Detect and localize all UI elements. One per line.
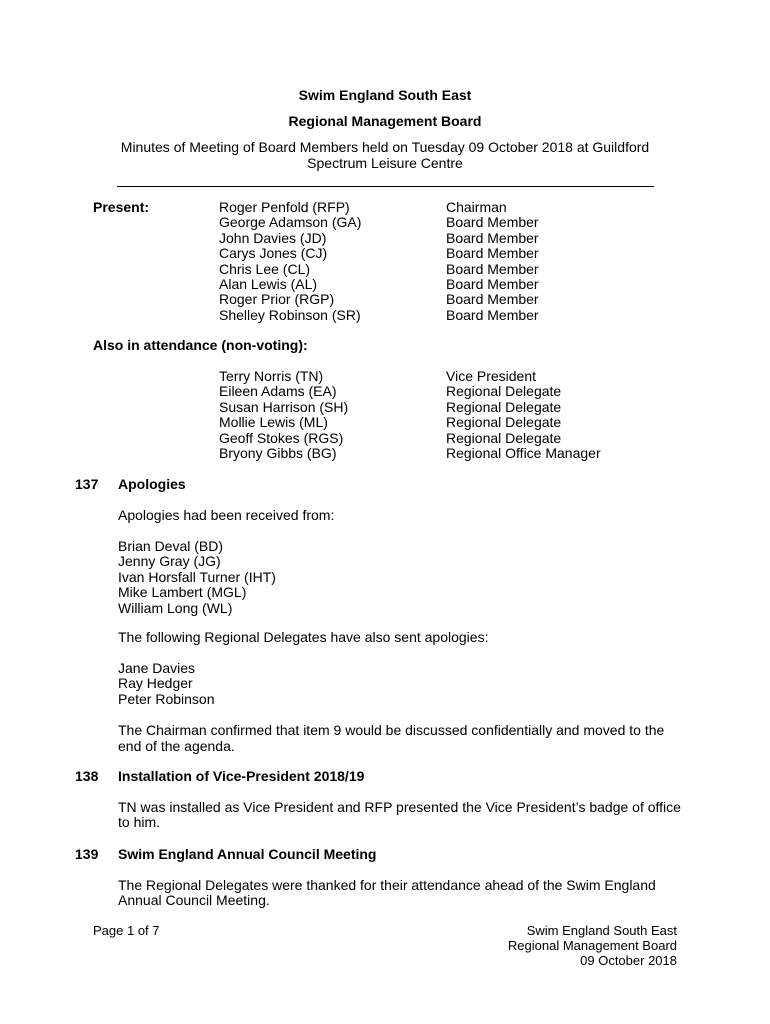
vice-president-text-line1: TN was installed as Vice President and RFP presented the Vice President’s badge of office: [118, 799, 681, 815]
present-label: Present:: [93, 199, 150, 215]
annual-council-text-line1: The Regional Delegates were thanked for their attendance ahead of the Swim England: [118, 877, 656, 893]
footer-page-number: Page 1 of 7: [93, 923, 160, 938]
present-member-name: George Adamson (GA): [219, 214, 362, 231]
present-member-role: Chairman: [446, 199, 507, 215]
document-subtitle-line2: Spectrum Leisure Centre: [307, 155, 463, 171]
attendance-member-name: Susan Harrison (SH): [219, 398, 349, 415]
present-member-name: John Davies (JD): [219, 229, 327, 246]
item-number-138: 138: [75, 768, 99, 784]
footer-date: 09 October 2018: [580, 953, 677, 968]
present-member-role: Board Member: [446, 260, 539, 277]
attendance-member-name: Terry Norris (TN): [219, 368, 324, 384]
footer-board: Regional Management Board: [507, 938, 677, 953]
delegate-apology-name: Jane Davies: [118, 660, 196, 676]
document-board-title: Regional Management Board: [288, 113, 482, 129]
footer-org: Swim England South East: [526, 923, 677, 938]
apology-name: Jenny Gray (JG): [118, 553, 221, 570]
item-number-137: 137: [75, 476, 99, 492]
present-member-name: Chris Lee (CL): [219, 260, 311, 277]
present-member-name: Carys Jones (CJ): [219, 245, 328, 262]
item-title-apologies: Apologies: [118, 476, 186, 492]
item-title-vice-president: Installation of Vice-President 2018/19: [118, 768, 365, 784]
present-member-role: Board Member: [446, 214, 539, 231]
attendance-member-role: Regional Delegate: [446, 429, 562, 446]
attendance-member-name: Bryony Gibbs (BG): [219, 445, 337, 461]
attendance-member-name: Mollie Lewis (ML): [219, 414, 328, 431]
header-divider: [117, 186, 654, 187]
present-member-name: Roger Prior (RGP): [219, 291, 335, 308]
present-member-name: Alan Lewis (AL): [219, 276, 318, 292]
document-org-title: Swim England South East: [298, 87, 472, 103]
present-member-role: Board Member: [446, 291, 539, 308]
vice-president-text-line2: to him.: [118, 814, 161, 830]
attendance-member-role: Regional Delegate: [446, 414, 562, 431]
annual-council-text-line2: Annual Council Meeting.: [118, 892, 270, 908]
document-subtitle-line1: Minutes of Meeting of Board Members held on Tuesday 09 October 2018 at Guildford: [120, 139, 650, 155]
apology-name: Mike Lambert (MGL): [118, 584, 247, 601]
chairman-note-line1: The Chairman confirmed that item 9 would be discussed confidentially and moved to the: [118, 722, 665, 738]
present-member-name: Roger Penfold (RFP): [219, 199, 350, 215]
present-member-name: Shelley Robinson (SR): [219, 306, 361, 323]
attendance-member-role: Vice President: [446, 368, 537, 384]
attendance-member-name: Eileen Adams (EA): [219, 383, 337, 400]
attendance-label: Also in attendance (non-voting):: [93, 337, 308, 353]
delegate-apology-name: Peter Robinson: [118, 690, 215, 707]
present-member-role: Board Member: [446, 229, 539, 246]
present-member-role: Board Member: [446, 306, 539, 323]
item-number-139: 139: [75, 846, 99, 862]
present-member-role: Board Member: [446, 276, 539, 292]
attendance-member-name: Geoff Stokes (RGS): [219, 429, 344, 446]
apologies-intro: Apologies had been received from:: [118, 507, 335, 523]
delegate-apology-name: Ray Hedger: [118, 675, 193, 692]
chairman-note-line2: end of the agenda.: [118, 738, 235, 754]
attendance-member-role: Regional Delegate: [446, 398, 562, 415]
item-title-annual-council: Swim England Annual Council Meeting: [118, 846, 377, 862]
attendance-member-role: Regional Office Manager: [446, 445, 601, 461]
delegates-intro: The following Regional Delegates have also sent apologies:: [118, 629, 489, 645]
attendance-member-role: Regional Delegate: [446, 383, 562, 400]
apology-name: Ivan Horsfall Turner (IHT): [118, 568, 276, 585]
present-member-role: Board Member: [446, 245, 539, 262]
apology-name: Brian Deval (BD): [118, 538, 224, 554]
apology-name: William Long (WL): [118, 599, 233, 616]
